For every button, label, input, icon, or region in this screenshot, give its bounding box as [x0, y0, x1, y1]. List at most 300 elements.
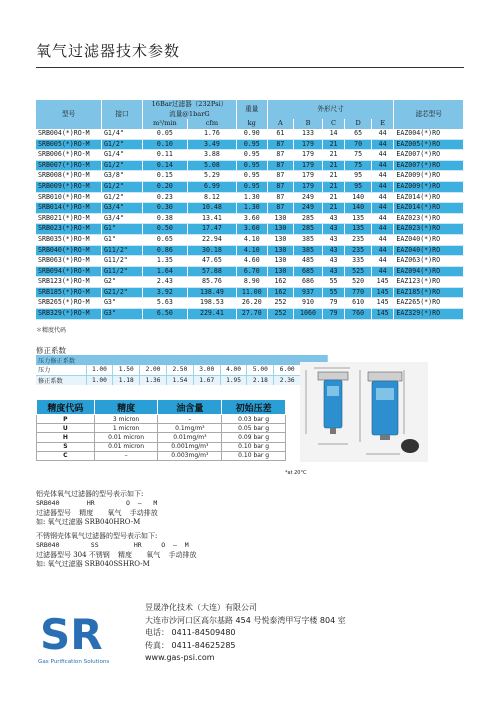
table-cell: 4.10 [236, 234, 267, 245]
table-cell: G11/2" [101, 266, 142, 277]
table-cell: 95 [345, 171, 372, 182]
table-cell: SRB123(*)RO-M [36, 277, 101, 288]
spec-table [36, 100, 464, 320]
table-cell: 95 [345, 181, 372, 192]
col-model: 型号 [36, 100, 101, 129]
table-row [36, 287, 464, 298]
factor-value: 2.18 [247, 375, 274, 385]
table-cell: 21 [322, 203, 345, 214]
table-cell: 44 [371, 245, 394, 256]
stainless-legend-oxygen: 氧气 [146, 550, 161, 559]
table-cell: 0.86 [142, 245, 187, 256]
table-cell: G11/2" [101, 256, 142, 267]
table-cell: G3" [101, 309, 142, 320]
aluminum-intro: 铝壳体氧气过滤器的型号表示如下: [36, 490, 144, 498]
table-cell: 133 [294, 129, 323, 139]
table-cell: 75 [345, 160, 372, 171]
table-cell: 22.94 [187, 234, 236, 245]
table-cell: 145 [371, 277, 394, 288]
table-cell: 65 [345, 129, 372, 139]
table-cell: G1" [101, 224, 142, 235]
stainless-intro: 不锈钢壳体氧气过滤器的型号表示如下: [36, 532, 158, 540]
table-cell: 0.05 [142, 129, 187, 139]
table-cell: 525 [345, 266, 372, 277]
flow-header-2: 流量@1barG [169, 109, 210, 118]
stainless-model-key [36, 532, 197, 570]
table-row [36, 150, 464, 161]
grade-cell: 0.01 micron [94, 442, 158, 451]
table-row [36, 298, 464, 309]
table-cell: 162 [267, 287, 294, 298]
grade-col-oil: 油含量 [158, 400, 222, 415]
table-cell: 0.50 [142, 224, 187, 235]
company-name: 昱晟净化技术（大连）有限公司 [145, 603, 257, 612]
grade-cell: 0.03 bar g [222, 415, 286, 424]
grade-cell: 0.09 bar g [222, 433, 286, 442]
table-cell: 44 [371, 203, 394, 214]
table-cell: G1/2" [101, 181, 142, 192]
aluminum-model-key [36, 490, 158, 528]
table-cell: EAZ009(*)RO [394, 181, 464, 192]
table-cell: 686 [294, 277, 323, 288]
table-row [36, 266, 464, 277]
table-cell: 198.53 [187, 298, 236, 309]
table-cell: 235 [345, 245, 372, 256]
table-cell: 87 [267, 181, 294, 192]
table-cell: 5.08 [187, 160, 236, 171]
table-cell: 485 [294, 256, 323, 267]
table-cell: G2" [101, 277, 142, 288]
table-cell: EAZ063(*)RO [394, 256, 464, 267]
grade-row [37, 424, 286, 433]
table-cell: 43 [322, 213, 345, 224]
table-cell: SRB023(*)RO-M [36, 224, 101, 235]
table-cell: 87 [267, 203, 294, 214]
table-cell: 130 [267, 245, 294, 256]
table-cell: 21 [322, 150, 345, 161]
table-cell: 135 [345, 224, 372, 235]
table-cell: 30.18 [187, 245, 236, 256]
stainless-legend [36, 551, 197, 560]
col-element: 滤芯型号 [394, 100, 464, 129]
table-cell: 43 [322, 256, 345, 267]
table-cell: 0.95 [236, 150, 267, 161]
table-cell: G11/2" [101, 245, 142, 256]
table-cell: 145 [371, 309, 394, 320]
table-cell: 5.29 [187, 171, 236, 182]
aluminum-legend-drain: 手动排放 [129, 508, 158, 517]
table-cell: 1.64 [142, 266, 187, 277]
factor-value: 2.36 [274, 375, 301, 385]
table-cell: 21 [322, 171, 345, 182]
table-cell: 44 [371, 256, 394, 267]
table-cell: 179 [294, 139, 323, 150]
table-cell: G1/4" [101, 129, 142, 139]
table-cell: 44 [371, 171, 394, 182]
grade-cell: – [158, 415, 222, 424]
table-cell: 27.70 [236, 309, 267, 320]
table-cell: 85.76 [187, 277, 236, 288]
table-cell: 44 [371, 129, 394, 139]
table-row [36, 213, 464, 224]
table-cell: 0.95 [236, 171, 267, 182]
table-cell: G3" [101, 298, 142, 309]
table-cell: 6.70 [236, 266, 267, 277]
grade-cell: 0.10 bar g [222, 451, 286, 460]
col-a: A [267, 119, 294, 129]
table-cell: 44 [371, 234, 394, 245]
grade-cell: – [94, 451, 158, 460]
table-cell: G21/2" [101, 287, 142, 298]
table-cell: 44 [371, 192, 394, 203]
company-website[interactable]: www.gas-psi.com [145, 653, 215, 662]
table-cell: G1/2" [101, 160, 142, 171]
aluminum-legend-model: 过滤器型号 [36, 508, 71, 517]
table-cell: 87 [267, 150, 294, 161]
table-cell: 0.15 [142, 171, 187, 182]
table-cell: 140 [345, 203, 372, 214]
table-cell: SRB040(*)RO-M [36, 245, 101, 256]
table-cell: SRB010(*)RO-M [36, 192, 101, 203]
table-cell: SRB004(*)RO-M [36, 129, 101, 139]
table-row [36, 139, 464, 150]
table-cell: SRB035(*)RO-M [36, 234, 101, 245]
aluminum-legend [36, 509, 158, 518]
table-cell: 285 [294, 213, 323, 224]
col-kg: kg [236, 119, 267, 129]
pressure-label: 压力 [36, 365, 86, 375]
company-address: 大连市沙河口区高尔基路 454 号悦泰湾甲写字楼 804 室 [145, 615, 346, 625]
table-cell: EAZ265(*)RO [394, 298, 464, 309]
table-cell: G1/4" [101, 150, 142, 161]
pressure-value: 2.50 [166, 365, 193, 375]
col-weight: 重量 [236, 100, 267, 119]
table-cell: SRB007(*)RO-M [36, 160, 101, 171]
table-cell: 3.60 [236, 224, 267, 235]
table-cell: 17.47 [187, 224, 236, 235]
table-row [36, 160, 464, 171]
company-phone: 电话： 0411-84509480 [145, 628, 236, 637]
table-cell: 0.65 [142, 234, 187, 245]
table-cell: 0.38 [142, 213, 187, 224]
table-row [36, 171, 464, 182]
table-cell: 0.20 [142, 181, 187, 192]
table-cell: EAZ014(*)RO [394, 203, 464, 214]
table-cell: 4.10 [236, 245, 267, 256]
table-cell: SRB185(*)RO-M [36, 287, 101, 298]
grade-cell: 0.01 micron [94, 433, 158, 442]
table-cell: EAZ004(*)RO [394, 129, 464, 139]
table-cell: 79 [322, 298, 345, 309]
table-row [36, 203, 464, 214]
table-cell: 44 [371, 213, 394, 224]
table-row [36, 234, 464, 245]
table-cell: 0.30 [142, 203, 187, 214]
table-cell: 252 [267, 298, 294, 309]
grade-cell: 0.1mg/m³ [158, 424, 222, 433]
table-cell: 47.65 [187, 256, 236, 267]
table-cell: 770 [345, 287, 372, 298]
table-cell: 10.48 [187, 203, 236, 214]
table-cell: 910 [294, 298, 323, 309]
table-cell: 2.43 [142, 277, 187, 288]
table-cell: 610 [345, 298, 372, 309]
table-cell: 0.95 [236, 160, 267, 171]
table-cell: 179 [294, 171, 323, 182]
col-flow [142, 100, 236, 119]
grade-cell: 0.003mg/m³ [158, 451, 222, 460]
table-cell: 3.92 [142, 287, 187, 298]
logo-tagline: Gas Purification Solutions [38, 659, 110, 665]
table-cell: EAZ040(*)RO [394, 234, 464, 245]
table-row [36, 309, 464, 320]
table-row [36, 245, 464, 256]
correction-table [36, 355, 328, 385]
table-cell: 1.30 [236, 192, 267, 203]
table-cell: SRB008(*)RO-M [36, 171, 101, 182]
table-cell: SRB329(*)RO-M [36, 309, 101, 320]
aluminum-legend-oxygen: 氧气 [107, 508, 122, 517]
pressure-value: 3.00 [193, 365, 220, 375]
col-d: D [345, 119, 372, 129]
table-cell: EAZ007(*)RO [394, 160, 464, 171]
grade-row [37, 415, 286, 424]
table-cell: 21 [322, 192, 345, 203]
grade-cell: 0.001mg/m³ [158, 442, 222, 451]
table-cell: 3.88 [187, 150, 236, 161]
table-row [36, 256, 464, 267]
table-cell: 3.49 [187, 139, 236, 150]
table-cell: 21 [322, 181, 345, 192]
table-cell: 249 [294, 192, 323, 203]
stainless-legend-model: 过滤器型号 304 不锈钢 [36, 550, 110, 559]
stainless-legend-drain: 手动排放 [168, 550, 197, 559]
table-cell: 1060 [294, 309, 323, 320]
table-cell: 70 [345, 139, 372, 150]
table-cell: 145 [371, 287, 394, 298]
factor-value: 1.36 [140, 375, 167, 385]
table-cell: 0.95 [236, 181, 267, 192]
table-row [36, 181, 464, 192]
table-cell: SRB005(*)RO-M [36, 139, 101, 150]
table-cell: 140 [345, 192, 372, 203]
pressure-value: 6.00 [274, 365, 301, 375]
table-cell: 6.99 [187, 181, 236, 192]
table-cell: 760 [345, 309, 372, 320]
grade-col-code: 精度代码 [37, 400, 95, 415]
table-cell: 138.49 [187, 287, 236, 298]
table-cell: SRB063(*)RO-M [36, 256, 101, 267]
grade-cell: U [37, 424, 95, 433]
table-cell: EAZ023(*)RO [394, 213, 464, 224]
grade-cell: 1 micron [94, 424, 158, 433]
table-cell: 43 [322, 266, 345, 277]
table-cell: 249 [294, 203, 323, 214]
table-cell: 130 [267, 234, 294, 245]
grade-cell: S [37, 442, 95, 451]
table-cell: 1.30 [236, 203, 267, 214]
table-cell: 44 [371, 150, 394, 161]
table-cell: 335 [345, 256, 372, 267]
table-cell: 520 [345, 277, 372, 288]
table-cell: EAZ009(*)RO [394, 171, 464, 182]
table-cell: 43 [322, 224, 345, 235]
grade-cell: C [37, 451, 95, 460]
table-cell: 75 [345, 150, 372, 161]
table-cell: 385 [294, 234, 323, 245]
table-cell: 57.88 [187, 266, 236, 277]
table-cell: G1/2" [101, 192, 142, 203]
table-cell: 43 [322, 234, 345, 245]
table-cell: 44 [371, 266, 394, 277]
table-cell: SRB094(*)RO-M [36, 266, 101, 277]
table-row [36, 192, 464, 203]
table-cell: 6.50 [142, 309, 187, 320]
table-cell: 0.95 [236, 139, 267, 150]
table-cell: 87 [267, 160, 294, 171]
grade-table [36, 399, 286, 461]
table-cell: 14 [322, 129, 345, 139]
company-logo [36, 607, 122, 667]
table-cell: 0.23 [142, 192, 187, 203]
table-cell: EAZ023(*)RO [394, 224, 464, 235]
table-cell: 179 [294, 160, 323, 171]
table-cell: 179 [294, 150, 323, 161]
table-cell: EAZ007(*)RO [394, 150, 464, 161]
table-cell: 11.00 [236, 287, 267, 298]
col-e: E [371, 119, 394, 129]
table-cell: G3/8" [101, 171, 142, 182]
table-cell: 385 [294, 245, 323, 256]
factor-value: 1.00 [86, 375, 113, 385]
table-cell: EAZ040(*)RO [394, 245, 464, 256]
factor-value: 1.67 [193, 375, 220, 385]
grade-cell: 3 micron [94, 415, 158, 424]
company-info [145, 602, 346, 665]
grade-row [37, 442, 286, 451]
table-cell: 285 [294, 224, 323, 235]
page-title: 氧气过滤器技术参数 [36, 42, 181, 60]
pressure-value: 1.00 [86, 365, 113, 375]
table-cell: G1/2" [101, 139, 142, 150]
table-cell: 4.60 [236, 256, 267, 267]
table-cell: 0.90 [236, 129, 267, 139]
table-cell: 229.41 [187, 309, 236, 320]
factor-value: 1.95 [220, 375, 247, 385]
table-cell: G3/4" [101, 203, 142, 214]
table-cell: 130 [267, 266, 294, 277]
correction-header: 压力修正系数 [36, 355, 328, 365]
grade-col-precision: 精度 [94, 400, 158, 415]
table-cell: EAZ014(*)RO [394, 192, 464, 203]
grade-col-dp: 初始压差 [222, 400, 286, 415]
table-cell: 135 [345, 213, 372, 224]
pressure-value: 5.00 [247, 365, 274, 375]
table-cell: 3.60 [236, 213, 267, 224]
flow-header-1: 16Bar过滤器（232Psi） [151, 100, 228, 108]
table-cell: 21 [322, 160, 345, 171]
table-cell: EAZ094(*)RO [394, 266, 464, 277]
temperature-footnote: *at 20°C [285, 470, 307, 476]
grade-cell: H [37, 433, 95, 442]
table-cell: 55 [322, 287, 345, 298]
grade-row [37, 451, 286, 460]
table-cell: 162 [267, 277, 294, 288]
aluminum-code-line: SRB040 HR O — M [36, 499, 158, 508]
aluminum-example: 如: 氧气过滤器 SRB040HRO-M [36, 518, 141, 527]
col-cfm: cfm [187, 119, 236, 129]
table-cell: 79 [322, 309, 345, 320]
table-cell: 130 [267, 213, 294, 224]
table-cell: 685 [294, 266, 323, 277]
col-m3: m³/min [142, 119, 187, 129]
pressure-value: 1.50 [113, 365, 140, 375]
table-cell: 87 [267, 192, 294, 203]
table-cell: 13.41 [187, 213, 236, 224]
table-cell: 87 [267, 139, 294, 150]
table-cell: G1" [101, 234, 142, 245]
stainless-example: 如: 氧气过滤器 SRB040SSHRO-M [36, 560, 150, 569]
table-row [36, 224, 464, 235]
table-cell: 87 [267, 171, 294, 182]
table-cell: SRB265(*)RO-M [36, 298, 101, 309]
table-row [36, 277, 464, 288]
sr-logo-icon [36, 607, 122, 667]
factor-value: 1.18 [113, 375, 140, 385]
table-cell: 937 [294, 287, 323, 298]
filter-dimension-diagram [300, 362, 428, 462]
table-cell: EAZ185(*)RO [394, 287, 464, 298]
table-cell: 43 [322, 245, 345, 256]
factor-value: 1.54 [166, 375, 193, 385]
table-cell: EAZ123(*)RO [394, 277, 464, 288]
table-cell: 44 [371, 160, 394, 171]
pressure-value: 2.00 [140, 365, 167, 375]
table-cell: 252 [267, 309, 294, 320]
table-cell: SRB014(*)RO-M [36, 203, 101, 214]
precision-code-note: ＊精度代码 [36, 327, 67, 334]
col-b: B [294, 119, 323, 129]
table-cell: 1.76 [187, 129, 236, 139]
table-cell: 145 [371, 298, 394, 309]
table-cell: 55 [322, 277, 345, 288]
grade-cell: 0.10 bar g [222, 442, 286, 451]
table-cell: 8.90 [236, 277, 267, 288]
table-cell: 130 [267, 256, 294, 267]
table-cell: EAZ329(*)RO [394, 309, 464, 320]
company-fax: 传真： 0411-84625285 [145, 640, 236, 650]
logo-letters: SR [40, 610, 103, 659]
table-cell: 0.10 [142, 139, 187, 150]
grade-cell: 0.01mg/m³ [158, 433, 222, 442]
stainless-code-line: SRB040 SS HR O — M [36, 541, 189, 550]
table-cell: 21 [322, 139, 345, 150]
grade-row [37, 433, 286, 442]
stainless-legend-precision: 精度 [118, 550, 133, 559]
table-cell: 235 [345, 234, 372, 245]
pressure-value: 4.00 [220, 365, 247, 375]
table-cell: 44 [371, 224, 394, 235]
table-cell: 0.14 [142, 160, 187, 171]
table-cell: 130 [267, 224, 294, 235]
col-port: 接口 [101, 100, 142, 129]
title-divider [36, 67, 464, 68]
table-cell: 1.35 [142, 256, 187, 267]
factor-label: 修正系数 [36, 375, 86, 385]
table-cell: 8.12 [187, 192, 236, 203]
table-cell: SRB009(*)RO-M [36, 181, 101, 192]
table-cell: SRB006(*)RO-M [36, 150, 101, 161]
